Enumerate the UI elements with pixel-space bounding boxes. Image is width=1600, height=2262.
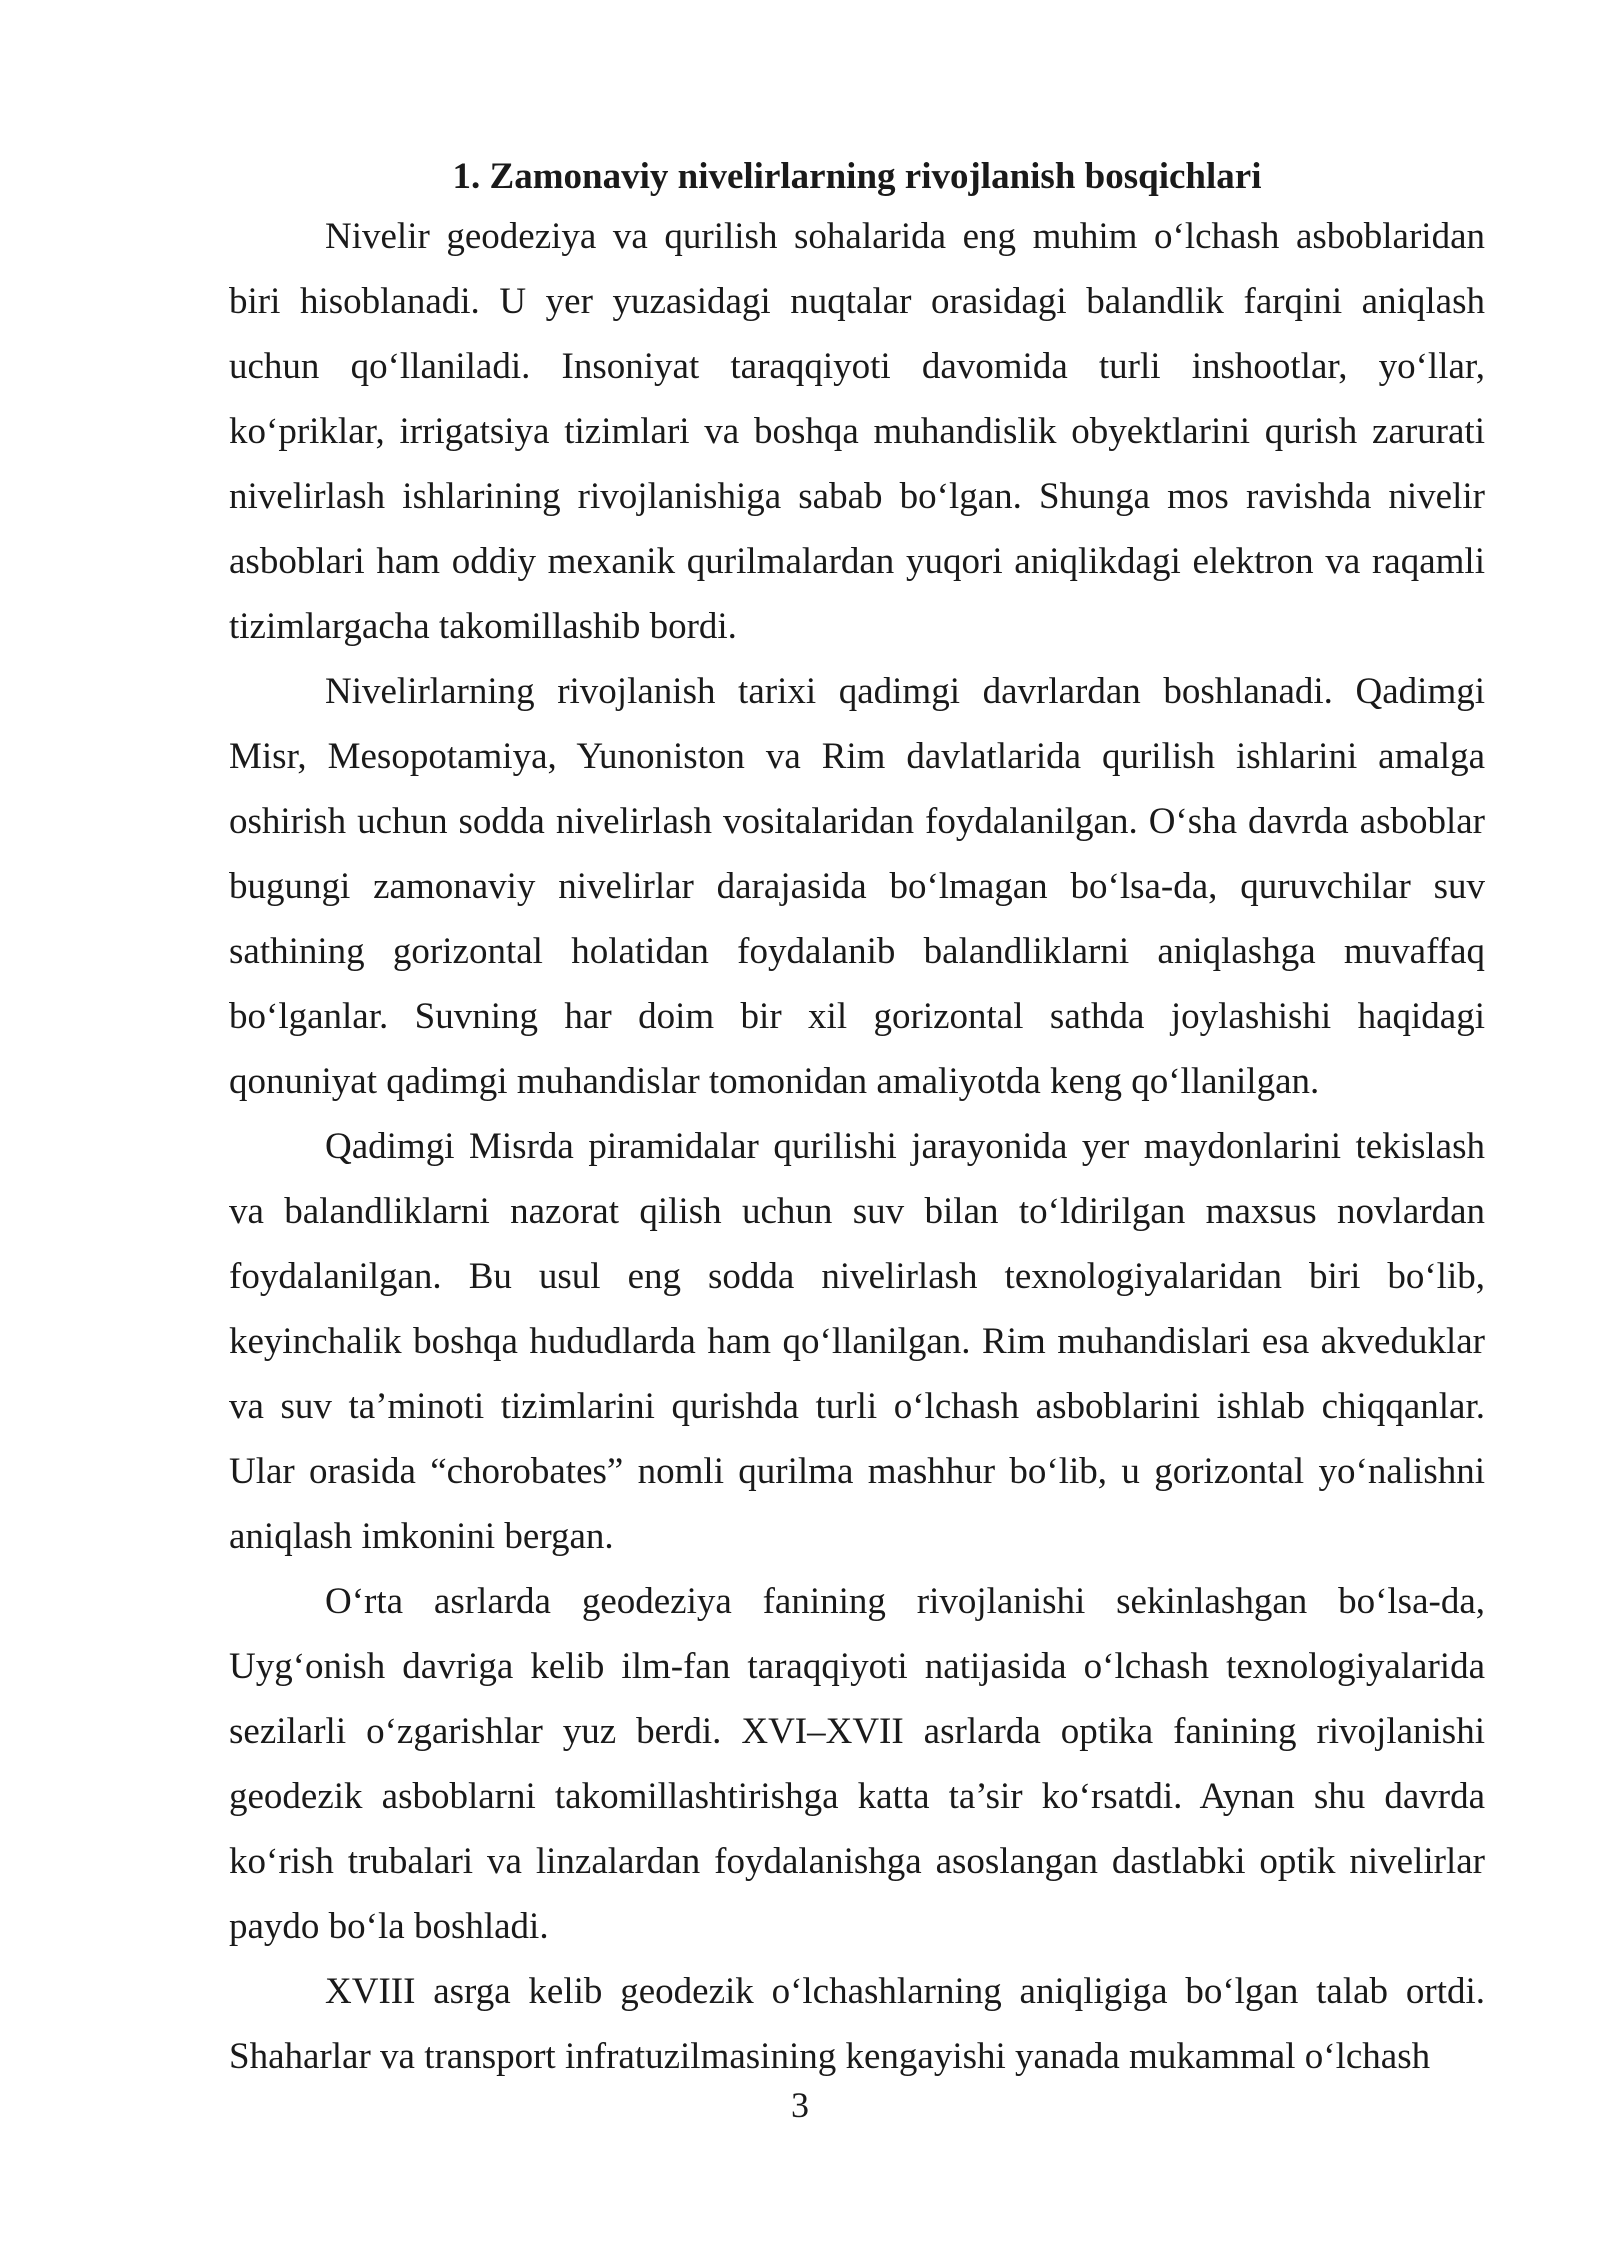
page-content (229, 150, 1485, 2089)
paragraph-egypt-rome: Qadimgi Misrda piramidalar qurilishi jarayonida yer maydonlarini tekislash va balandliklarni nazorat qilish uchun suv bilan to‘ldirilgan maxsus novlardan foydalanilgan. Bu usul eng sodda nivelirlash texnologiyalaridan biri bo‘lib, keyinchalik boshqa hududlarda ham qo‘llanilgan. Rim muhandislari esa akveduklar va suv ta’minoti tizimlarini qurishda turli o‘lchash asboblarini ishlab chiqqanlar. Ular orasida “chorobates” nomli qurilma mashhur bo‘lib, u gorizontal yo‘nalishni aniqlash imkonini bergan. (229, 1126, 1485, 1557)
paragraph-history: Nivelirlarning rivojlanish tarixi qadimgi davrlardan boshlanadi. Qadimgi Misr, Mesopotamiya, Yunoniston va Rim davlatlarida qurilish ishlarini amalga oshirish uchun sodda nivelirlash vositalaridan foydalanilgan. O‘sha davrda asboblar bugungi zamonaviy nivelirlar darajasida bo‘lmagan bo‘lsa-da, quruvchilar suv sathining gorizontal holatidan foydalanib balandliklarni aniqlashga muvaffaq bo‘lganlar. Suvning har doim bir xil gorizontal sathda joylashishi haqidagi qonuniyat qadimgi muhandislar tomonidan amaliyotda keng qo‘llanilgan. (229, 671, 1485, 1102)
section-heading: 1. Zamonaviy nivelirlarning rivojlanish bosqichlari (452, 156, 1262, 197)
page-number: 3 (791, 2085, 809, 2125)
paragraph-middle-ages: O‘rta asrlarda geodeziya fanining rivojlanishi sekinlashgan bo‘lsa-da, Uyg‘onish davriga kelib ilm-fan taraqqiyoti natijasida o‘lchash texnologiyalarida sezilarli o‘zgarishlar yuz berdi. XVI–XVII asrlarda optika fanining rivojlanishi geodezik asboblarni takomillashtirishga katta ta’sir ko‘rsatdi. Aynan shu davrda ko‘rish trubalari va linzalardan foydalanishga asoslangan dastlabki optik nivelirlar paydo bo‘la boshladi. (229, 1581, 1485, 1947)
paragraph-eighteenth-century: XVIII asrga kelib geodezik o‘lchashlarning aniqligiga bo‘lgan talab ortdi. Shaharlar va transport infratuzilmasining kengayishi yanada mukammal o‘lchash (229, 1971, 1485, 2077)
paragraph-intro: Nivelir geodeziya va qurilish sohalarida eng muhim o‘lchash asboblaridan biri hisoblanadi. U yer yuzasidagi nuqtalar orasidagi balandlik farqini aniqlash uchun qo‘llaniladi. Insoniyat taraqqiyoti davomida turli inshootlar, yo‘llar, ko‘priklar, irrigatsiya tizimlari va boshqa muhandislik obyektlarini qurish zarurati nivelirlash ishlarining rivojlanishiga sabab bo‘lgan. Shunga mos ravishda nivelir asboblari ham oddiy mexanik qurilmalardan yuqori aniqlikdagi elektron va raqamli tizimlargacha takomillashib bordi. (229, 216, 1485, 647)
